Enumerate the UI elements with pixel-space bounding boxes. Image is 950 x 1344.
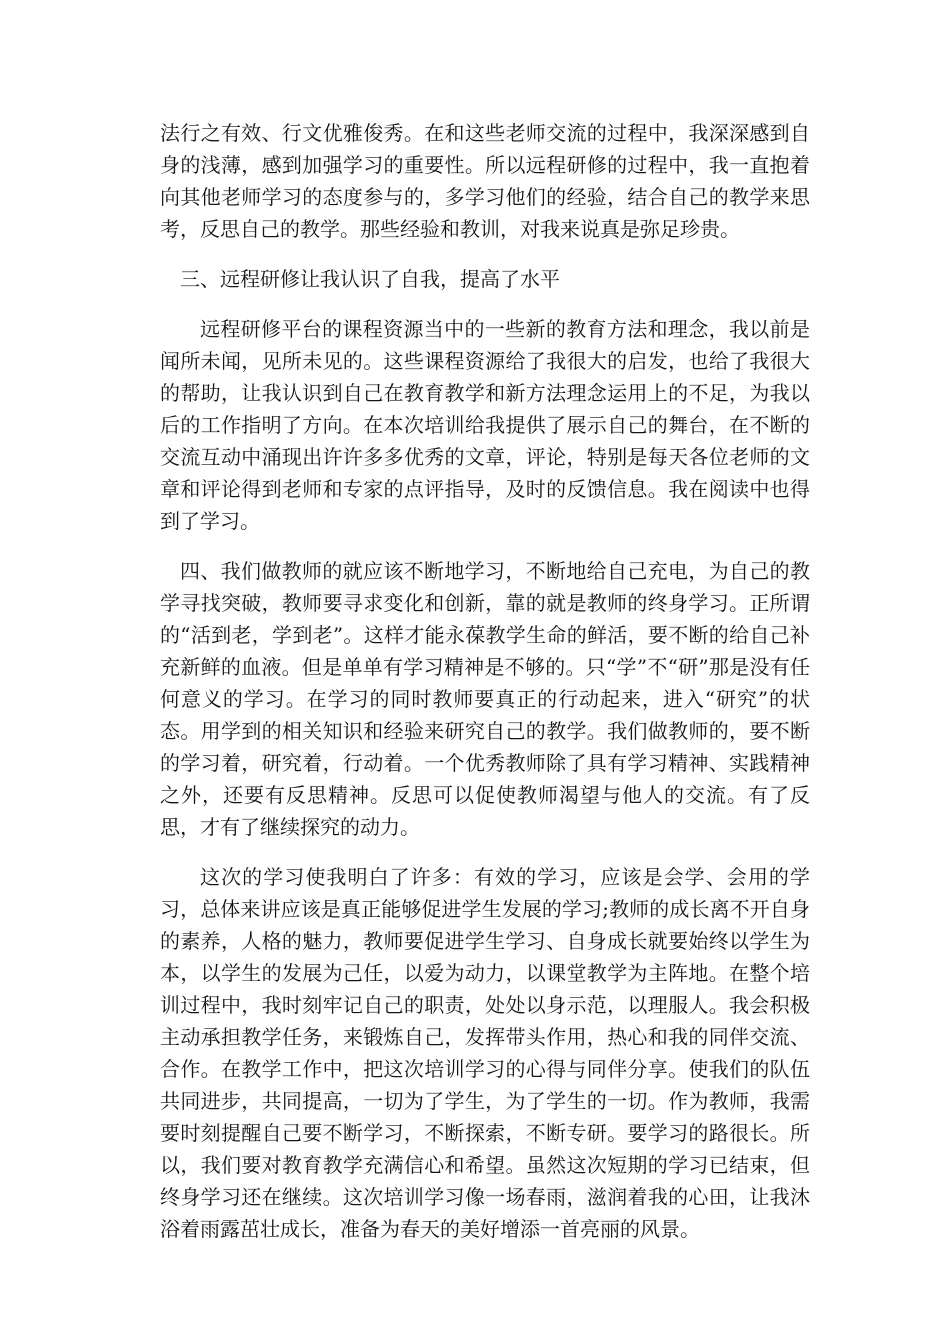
paragraph-conclusion: 这次的学习使我明白了许多：有效的学习，应该是会学、会用的学习，总体来讲应该是真正能够促进学生发展的学习;教师的成长离不开自身的素养，人格的魅力，教师要促进学生学习、自身成长就要始终以学生为本，以学生的发展为己任，以爱为动力，以课堂教学为主阵地。在整个培训过程中，我时刻牢记自己的职责，处处以身示范，以理服人。我会积极主动承担教学任务，来锻炼自己，发挥带头作用，热心和我的同伴交流、合作。在教学工作中，把这次培训学习的心得与同伴分享。使我们的队伍共同进步，共同提高，一切为了学生，为了学生的一切。作为教师，我需要时刻提醒自己要不断学习，不断探索，不断专研。要学习的路很长。所以，我们要对教育教学充满信心和希望。虽然这次短期的学习已结束，但终身学习还在继续。这次培训学习像一场春雨，滋润着我的心田，让我沐浴着雨露茁壮成长，准备为春天的美好增添一首亮丽的风景。: [160, 865, 810, 1241]
paragraph-section-4: 四、我们做教师的就应该不断地学习，不断地给自己充电，为自己的教学寻找突破，教师要寻求变化和创新，靠的就是教师的终身学习。正所谓的“活到老，学到老”。这样才能永葆教学生命的鲜活，要不断的给自己补充新鲜的血液。但是单单有学习精神是不够的。只“学”不“研”那是没有任何意义的学习。在学习的同时教师要真正的行动起来，进入“研究”的状态。用学到的相关知识和经验来研究自己的教学。我们做教师的，要不断的学习着，研究着，行动着。一个优秀教师除了具有学习精神、实践精神之外，还要有反思精神。反思可以促使教师渴望与他人的交流。有了反思，才有了继续探究的动力。: [160, 559, 810, 839]
document-body: [160, 117, 810, 1245]
paragraph-remote-training: 远程研修平台的课程资源当中的一些新的教育方法和理念，我以前是闻所未闻，见所未见的。这些课程资源给了我很大的启发，也给了我很大的帮助，让我认识到自己在教育教学和新方法理念运用上的不足，为我以后的工作指明了方向。在本次培训给我提供了展示自己的舞台，在不断的交流互动中涌现出许许多多优秀的文章，评论，特别是每天各位老师的文章和评论得到老师和专家的点评指导，及时的反馈信息。我在阅读中也得到了学习。: [160, 317, 810, 533]
paragraph-continuation: 法行之有效、行文优雅俊秀。在和这些老师交流的过程中，我深深感到自身的浅薄，感到加强学习的重要性。所以远程研修的过程中，我一直抱着向其他老师学习的态度参与的，多学习他们的经验，结合自己的教学来思考，反思自己的教学。那些经验和教训，对我来说真是弥足珍贵。: [160, 121, 810, 241]
section-heading-3: 三、远程研修让我认识了自我，提高了水平: [180, 267, 560, 291]
